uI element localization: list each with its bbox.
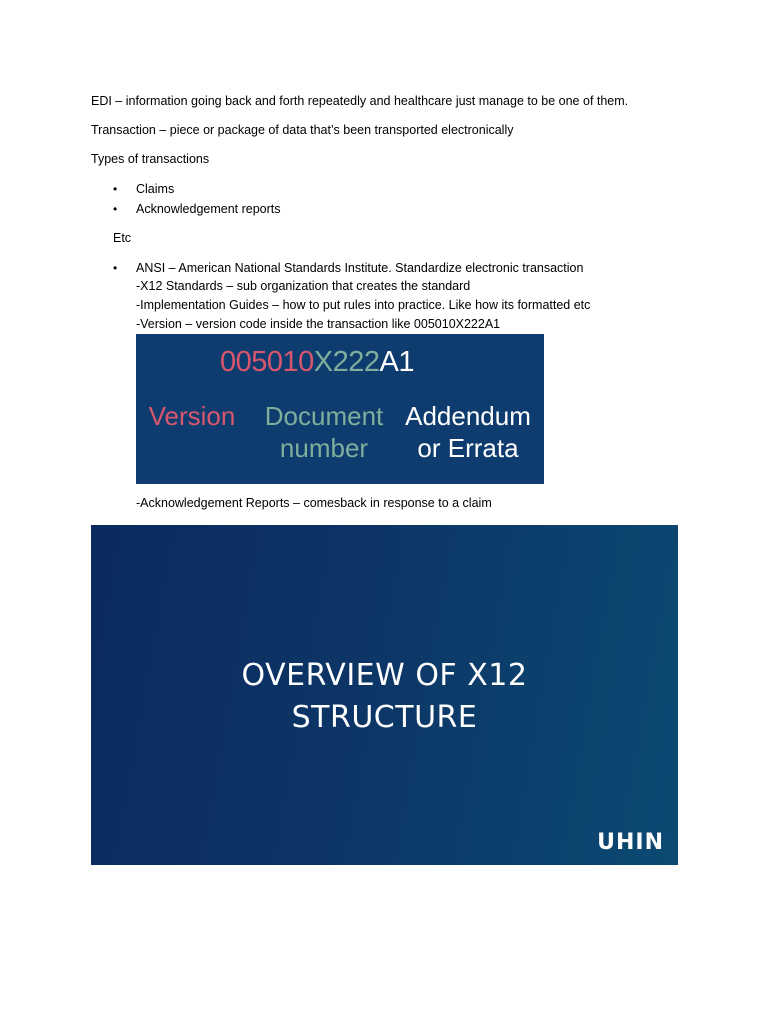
paragraph-transaction: Transaction – piece or package of data that’s been transported electronically bbox=[91, 123, 514, 137]
paragraph-types: Types of transactions bbox=[91, 152, 210, 166]
overview-slide-image bbox=[91, 525, 678, 865]
ansi-line-4: -Version – version code inside the transaction like 005010X222A1 bbox=[136, 317, 501, 331]
version-code-document-part: X222 bbox=[313, 346, 380, 378]
uhin-logo: UHIN bbox=[597, 830, 664, 855]
ack-reports-line: -Acknowledgement Reports – comesback in response to a claim bbox=[136, 496, 492, 510]
label-addendum-line2: or Errata bbox=[417, 433, 519, 463]
ansi-line-1: ANSI – American National Standards Institute. Standardize electronic transaction bbox=[136, 261, 584, 275]
ansi-line-3: -Implementation Guides – how to put rules into practice. Like how its formatted etc bbox=[136, 298, 591, 312]
label-version-text: Version bbox=[148, 401, 236, 431]
list-item-ack-reports: Acknowledgement reports bbox=[136, 202, 281, 216]
version-code bbox=[220, 346, 414, 379]
bullet-marker: • bbox=[113, 261, 118, 275]
slide-title-line2: STRUCTURE bbox=[291, 700, 478, 735]
version-code-version-part: 005010 bbox=[220, 346, 314, 378]
version-code-addendum-part: A1 bbox=[379, 346, 414, 378]
list-item-claims: Claims bbox=[136, 182, 175, 196]
bullet-marker: • bbox=[113, 182, 118, 196]
label-document-line1: Document bbox=[264, 401, 384, 431]
bullet-marker: • bbox=[113, 202, 118, 216]
version-code-diagram bbox=[136, 334, 544, 484]
paragraph-etc: Etc bbox=[113, 231, 132, 245]
label-version bbox=[144, 400, 240, 432]
label-document-number bbox=[258, 400, 390, 464]
label-document-line2: number bbox=[279, 433, 369, 463]
ansi-line-2: -X12 Standards – sub organization that creates the standard bbox=[136, 279, 471, 293]
paragraph-edi: EDI – information going back and forth repeatedly and healthcare just manage to be one of them. bbox=[91, 94, 629, 108]
label-addendum bbox=[398, 400, 538, 464]
label-addendum-line1: Addendum bbox=[405, 401, 531, 431]
slide-title-line1: OVERVIEW OF X12 bbox=[241, 658, 528, 693]
